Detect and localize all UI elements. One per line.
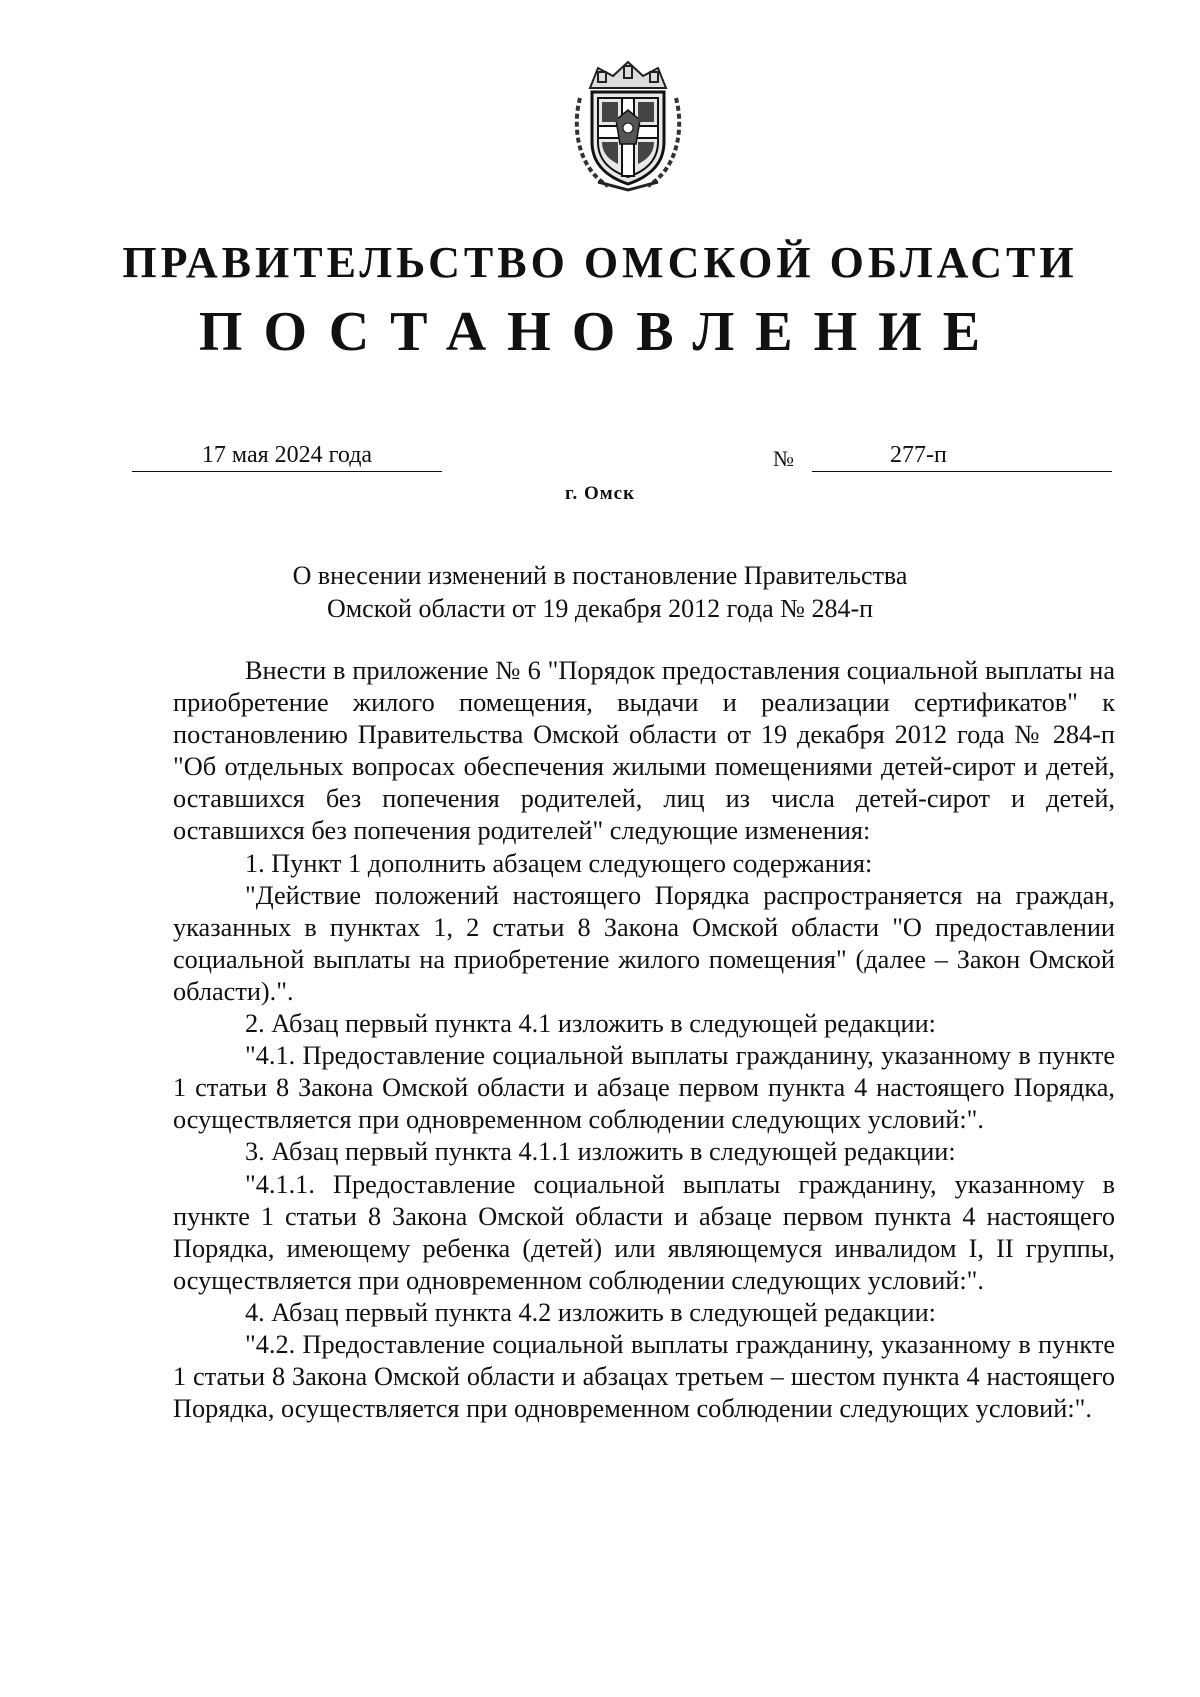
document-type-title: ПОСТАНОВЛЕНИЕ [198,301,1002,363]
body-paragraph: 4. Абзац первый пункта 4.2 изложить в следующей редакции: [245,1297,936,1327]
city-label: г. Омск [564,483,636,504]
document-body [173,655,1115,1425]
body-paragraph: "Действие положений настоящего Порядка распространяется на граждан, указанных в пунктах 1, 2 статьи 8 Закона Омской области "О предоставлении социальной выплаты на приобретение жилого помещения" (далее – Закон Омской области).". [173,880,1115,1006]
body-paragraph: "4.1.1. Предоставление социальной выплаты гражданину, указанному в пункте 1 статьи 8 Закона Омской области и абзаце первом пункта 4 настоящего Порядка, имеющему ребенка (детей) или являющемуся инвалидом I, II группы, осуществляется при одновременном соблюдении следующих условий:". [173,1169,1115,1295]
government-title: ПРАВИТЕЛЬСТВО ОМСКОЙ ОБЛАСТИ [122,238,1078,287]
body-paragraph: 1. Пункт 1 дополнить абзацем следующего содержания: [245,848,873,878]
subject-line-2: Омской области от 19 декабря 2012 года № 284-п [326,594,874,623]
document-subject [0,559,1200,625]
coat-of-arms-emblem [568,58,688,192]
body-paragraph: "4.1. Предоставление социальной выплаты гражданину, указанному в пункте 1 статьи 8 Закона Омской области и абзаце первом пункта 4 настоящего Порядка, осуществляется при одновременном соблюдении следующих условий:". [173,1041,1115,1135]
body-paragraph: Внести в приложение № 6 "Порядок предоставления социальной выплаты на приобретение жилого помещения, выдачи и реализации сертификатов" к постановлению Правительства Омской области от 19 декабря 2012 года № 284-п "Об отдельных вопросах обеспечения жилыми помещениями детей-сирот и детей, оставшихся без попечения родителей, лиц из числа детей-сирот и детей, оставшихся без попечения родителей" следующие изменения: [173,656,1115,846]
body-paragraph: "4.2. Предоставление социальной выплаты гражданину, указанному в пункте 1 статьи 8 Закона Омской области и абзацах третьем – шестом пункта 4 настоящего Порядка, осуществляется при одновременном соблюдении следующих условий:". [173,1329,1115,1424]
document-number-field [812,440,1112,472]
subject-line-1: О внесении изменений в постановление Правительства [292,561,908,590]
body-paragraph: 3. Абзац первый пункта 4.1.1 изложить в следующей редакции: [245,1137,956,1167]
document-number: 277-п [890,442,947,468]
number-sign: № [773,446,794,471]
body-paragraph: 2. Абзац первый пункта 4.1 изложить в следующей редакции: [245,1009,936,1039]
document-date: 17 мая 2024 года [132,440,442,472]
